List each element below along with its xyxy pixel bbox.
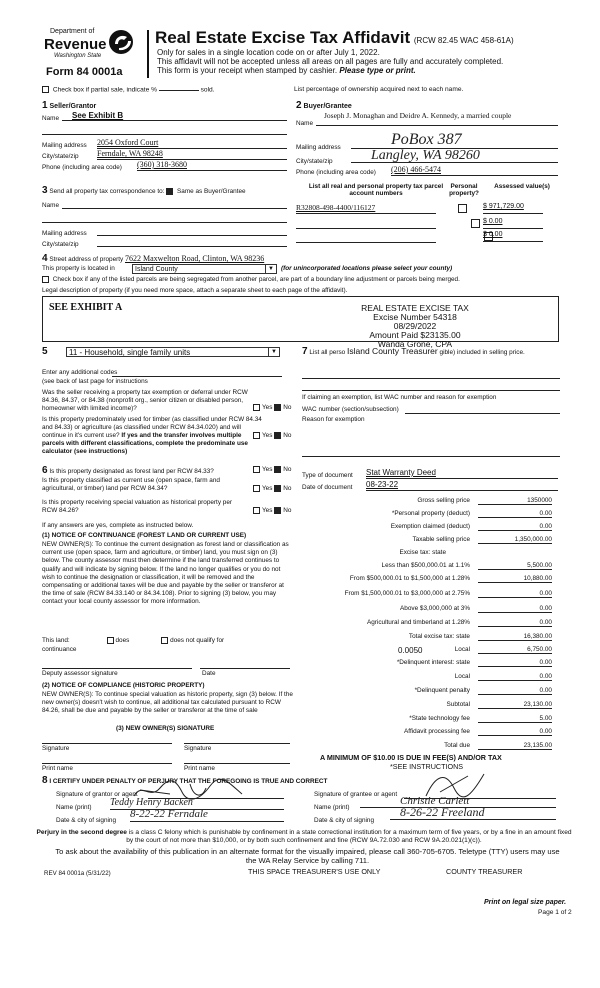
new-owner-print-field-2[interactable] xyxy=(184,755,290,764)
correspondence-num: 3 xyxy=(42,185,48,196)
historic-yes-checkbox[interactable] xyxy=(253,507,260,514)
calc-row xyxy=(312,536,556,546)
calc-label: From $500,000.01 to $1,500,000 at 1.28% xyxy=(349,575,470,582)
this-land-label: This land: xyxy=(42,637,70,645)
seller-mailing-label: Mailing address xyxy=(42,142,87,149)
agency-line3: Washington State xyxy=(54,53,102,59)
timber-question-text: Is this property predominately used for timber (as classified under RCW 84.34 and 84.33) or agriculture (as classified under RCW 84.34.020) and will continue in it's current use? xyxy=(42,416,262,439)
calc-value[interactable]: 23,130.00 xyxy=(478,701,552,709)
segregated-checkbox[interactable] xyxy=(42,276,49,283)
calc-label: Taxable selling price xyxy=(412,536,470,543)
seller-name-field-2[interactable] xyxy=(42,126,287,135)
seller-phone-value: (360) 318-3680 xyxy=(137,160,187,169)
historic-yes-no xyxy=(253,507,291,514)
partial-sale-percent-field[interactable] xyxy=(159,90,199,91)
buyer-city-label: City/state/zip xyxy=(296,158,333,165)
assessed-value: $ 971,729.00 xyxy=(483,203,524,210)
additional-codes-field[interactable] xyxy=(112,368,282,377)
header-note-2: This affidavit will not be accepted unless all areas on all pages are fully and accurately completed. xyxy=(157,57,504,66)
see-instructions: *SEE INSTRUCTIONS xyxy=(390,762,464,771)
calc-row xyxy=(312,619,556,629)
exemption-yes-checkbox[interactable] xyxy=(253,404,260,411)
parcel-number-field[interactable] xyxy=(296,233,436,243)
stamp-line-2: Excise Number 54318 xyxy=(373,312,457,322)
header-note-3-emph: Please type or print. xyxy=(339,66,416,75)
doc-type-field[interactable] xyxy=(366,468,558,479)
section7-label-b: gible) included in selling price. xyxy=(439,349,525,356)
historic-no-checkbox[interactable] xyxy=(274,507,281,514)
no-label: No xyxy=(283,485,292,493)
seller-section xyxy=(42,100,287,180)
buyer-phone-label: Phone (including area code) xyxy=(296,169,376,176)
calc-label: Above $3,000,000 at 3% xyxy=(400,605,470,612)
exemption-yes-no xyxy=(253,404,291,411)
calc-value[interactable]: 23,135.00 xyxy=(478,742,552,750)
calc-row xyxy=(312,510,556,520)
timber-no-checkbox[interactable] xyxy=(274,432,281,439)
treasurer-stamp xyxy=(330,304,500,349)
use-code-selected: 11 - Household, single family units xyxy=(69,348,191,357)
agency-line1: Department of xyxy=(50,28,95,35)
calc-row xyxy=(312,701,556,711)
form-rcw: (RCW 82.45 WAC 458-61A) xyxy=(413,36,514,45)
yes-label: Yes xyxy=(262,485,273,493)
exemption-no-checkbox[interactable] xyxy=(274,404,281,411)
section7-num: 7 xyxy=(302,346,308,357)
property-located-label: This property is located in xyxy=(42,265,115,272)
timber-question xyxy=(42,416,262,456)
current-use-yes-no xyxy=(253,485,291,492)
calc-label: Local xyxy=(454,673,470,680)
buyer-mailing-value: PoBox 387 xyxy=(391,131,462,148)
buyer-phone-field[interactable] xyxy=(391,165,558,176)
calc-value[interactable]: 0.00 xyxy=(478,605,552,613)
parcel-table xyxy=(296,183,558,251)
buyer-name-label: Name xyxy=(296,120,314,127)
calc-label: Total due xyxy=(444,742,470,749)
page-number: Page 1 of 2 xyxy=(538,909,572,916)
header-divider xyxy=(147,30,149,78)
buyer-heading xyxy=(296,100,352,111)
calc-value[interactable]: 6,750.00 xyxy=(478,646,552,654)
buyer-heading-text: Buyer/Grantee xyxy=(303,103,352,110)
correspondence-heading xyxy=(42,185,246,196)
doc-type-value: Stat Warranty Deed xyxy=(366,468,436,477)
grantor-date-label: Date & city of signing xyxy=(56,817,117,824)
calc-value[interactable]: 5.00 xyxy=(478,715,552,723)
use-code-select[interactable] xyxy=(66,347,280,357)
forest-yes-checkbox[interactable] xyxy=(253,466,260,473)
deputy-signature-field[interactable] xyxy=(42,660,192,669)
correspondence-name-field-2[interactable] xyxy=(42,213,287,223)
buyer-mailing-field[interactable] xyxy=(351,133,558,149)
calc-value[interactable]: 1350000 xyxy=(478,497,552,505)
deputy-signature-label: Deputy assessor signature xyxy=(42,670,118,677)
form-number: Form 84 0001a xyxy=(46,66,123,78)
assessed-value-field[interactable] xyxy=(483,218,543,229)
calc-value[interactable]: 0.00 xyxy=(478,510,552,518)
personal-property-list-field[interactable] xyxy=(302,370,560,379)
agency-name: Revenue xyxy=(44,36,107,53)
calc-label: Gross selling price xyxy=(417,497,470,504)
grantor-date-field[interactable] xyxy=(130,809,284,822)
wac-label: WAC number (section/subsection) xyxy=(302,406,399,413)
does-not-qualify-checkbox[interactable] xyxy=(161,637,168,644)
no-label: No xyxy=(283,404,292,412)
additional-codes-label: Enter any additional codes xyxy=(42,369,118,376)
signature-label: Signature xyxy=(42,745,70,752)
doc-type-label: Type of document xyxy=(302,472,353,479)
deputy-date-field[interactable] xyxy=(200,660,290,669)
dropdown-arrow-icon[interactable]: ▼ xyxy=(265,265,276,273)
grantor-date-value: 8-22-22 Ferndale xyxy=(130,808,208,820)
header-note-3: This form is your receipt when stamped by cashier. xyxy=(157,66,338,75)
if-yes-note: If any answers are yes, complete as instructed below. xyxy=(42,522,194,529)
seller-heading-num: 1 xyxy=(42,100,48,111)
seller-phone-field[interactable] xyxy=(137,160,287,171)
personal-property-checkbox[interactable] xyxy=(471,219,480,228)
grantor-name-value: Teddy Henry Backen xyxy=(110,797,193,808)
exemption-question: Was the seller receiving a property tax exemption or deferral under RCW 84.36, 84.37, or 84.38 (nonprofit org., senior citizen or disabled person, homeowner with limited income)? xyxy=(42,389,248,412)
legal-paper-note: Print on legal size paper. xyxy=(484,899,567,906)
calc-row xyxy=(312,646,556,656)
calc-label: Subtotal xyxy=(446,701,470,708)
doc-date-field[interactable] xyxy=(366,480,558,491)
parcel-col-header-2: Personal property? xyxy=(449,183,479,197)
doc-date-value: 08-23-22 xyxy=(366,480,399,489)
section5-num: 5 xyxy=(42,346,48,357)
calc-label: From $1,500,000.01 to $3,000,000 at 2.75% xyxy=(344,590,470,597)
calc-value[interactable]: 0.00 xyxy=(478,659,552,667)
grantee-date-value: 8-26-22 Freeland xyxy=(400,805,485,819)
segregated-note: Check box if any of the listed parcels are being segregated from another parcel, are part of a boundary line adjustment or parcels being merged. xyxy=(52,276,460,284)
calc-value[interactable]: 16,380.00 xyxy=(478,633,552,641)
parcel-col-header-1: List all real and personal property tax parcel account numbers xyxy=(308,183,444,197)
accessibility-notice: To ask about the availability of this publication in an alternate format for the visually impaired, please call 360-705-6705. Teletype (TTY) users may use the WA Relay Service by calling 711. xyxy=(55,847,560,865)
parcel-number-field[interactable] xyxy=(296,219,436,229)
section6-num: 6 xyxy=(42,465,48,476)
correspondence-city-label: City/state/zip xyxy=(42,241,79,248)
buyer-name-value: Joseph J. Monaghan and Deidre A. Kennedy, a married couple xyxy=(324,111,512,120)
perjury-text: is a class C felony which is punishable by confinement in a state correctional institution for a maximum term of five years, or by a fine in an amount fixed by the court of not more than $10,000, or by both such confinement and fine (RCW 9A.72.030 and RCW 9A.20.021(1)(c)). xyxy=(126,829,572,844)
seller-mailing-value: 2054 Oxford Court xyxy=(97,138,159,147)
assessed-value: $ 0.00 xyxy=(483,218,503,225)
calc-row xyxy=(312,590,556,600)
buyer-heading-num: 2 xyxy=(296,100,302,111)
calc-value[interactable]: 0.00 xyxy=(478,619,552,627)
dor-logo xyxy=(40,28,138,80)
calc-row xyxy=(312,659,556,669)
doc-date-label: Date of document xyxy=(302,484,353,491)
calc-value[interactable]: 0.00 xyxy=(478,673,552,681)
assessed-value-field[interactable] xyxy=(483,231,543,242)
dor-logo-icon xyxy=(106,28,136,56)
continuance-label: continuance xyxy=(42,646,77,653)
does-not-label: does not qualify for xyxy=(170,637,225,645)
county-selected: Island County xyxy=(135,266,178,273)
seller-phone-label: Phone (including area code) xyxy=(42,164,122,171)
calc-row xyxy=(312,562,556,572)
stamp-line-6: Island County Treasurer xyxy=(347,346,438,356)
calc-row xyxy=(312,728,556,738)
grantee-name-value: Christie Carlett xyxy=(400,795,470,807)
correspondence-label: Send all property tax correspondence to: xyxy=(49,188,165,195)
forest-yes-no xyxy=(253,466,291,473)
calc-label: Local xyxy=(454,646,470,653)
yes-label: Yes xyxy=(262,432,273,440)
new-owner-print-field[interactable] xyxy=(42,755,172,764)
header-note-3-wrap xyxy=(157,66,416,75)
print-name-label: Print name xyxy=(42,765,73,772)
calc-label: Affidavit processing fee xyxy=(404,728,470,735)
calc-label: Excise tax: state xyxy=(399,549,446,556)
reason-field[interactable] xyxy=(302,448,560,457)
does-label: does xyxy=(115,637,130,645)
grantee-date-field[interactable] xyxy=(390,806,556,820)
correspondence-city-field[interactable] xyxy=(97,237,287,247)
seller-city-value: Ferndale, WA 98248 xyxy=(97,149,163,158)
grantor-sig-label: Signature of grantor or agent xyxy=(56,791,138,798)
signature-label: Signature xyxy=(184,745,212,752)
calc-label: *Delinquent interest: state xyxy=(396,659,470,666)
does-qualify-checkbox[interactable] xyxy=(107,637,114,644)
county-select[interactable] xyxy=(132,264,277,274)
form-title-block xyxy=(155,28,565,48)
certify-text: I CERTIFY UNDER PENALTY OF PERJURY THAT THE FOREGOING IS TRUE AND CORRECT xyxy=(49,778,328,785)
no-label: No xyxy=(283,466,292,474)
buyer-mailing-label: Mailing address xyxy=(296,144,341,151)
historic-question: Is this property receiving special valuation as historical property per RCW 84.26? xyxy=(42,499,233,514)
notice2-body: NEW OWNER(S): To continue special valuation as historic property, sign (3) below. If the new owner(s) doesn't wish to continue, all additional tax calculated pursuant to RCW 84.26, shall be due and payable by the seller or transferor at the time of sale xyxy=(42,691,293,715)
current-use-yes-checkbox[interactable] xyxy=(253,485,260,492)
reason-label: Reason for exemption xyxy=(302,416,365,423)
no-label: No xyxy=(283,432,292,440)
this-land-row xyxy=(42,637,224,644)
segregated-row xyxy=(42,276,460,283)
header-note-1: Only for sales in a single location code on or after July 1, 2022. xyxy=(157,48,380,57)
calc-value[interactable]: 0.00 xyxy=(478,728,552,736)
seller-name-value: See Exhibit B xyxy=(72,111,124,120)
buyer-phone-value: (206) 466-5474 xyxy=(391,165,441,174)
section8-num: 8 xyxy=(42,775,48,786)
new-owner-signature-title: (3) NEW OWNER(S) SIGNATURE xyxy=(116,725,215,732)
calc-label: Less than $500,000.01 at 1.1% xyxy=(381,562,470,569)
calc-label: Total excise tax: state xyxy=(408,633,470,640)
personal-property-list-field-2[interactable] xyxy=(302,382,560,391)
calc-value[interactable]: 5,500.00 xyxy=(478,562,552,570)
calc-row xyxy=(312,497,556,507)
buyer-city-value: Langley, WA 98260 xyxy=(371,148,480,163)
county-treasurer: COUNTY TREASURER xyxy=(446,867,523,876)
wac-field[interactable] xyxy=(405,405,560,414)
yes-label: Yes xyxy=(262,466,273,474)
seller-name-label: Name xyxy=(42,115,60,122)
buyer-name-field[interactable] xyxy=(316,116,558,126)
calc-row xyxy=(312,549,556,559)
legal-label: Legal description of property (if you need more space, attach a separate sheet to each page of the affidavit). xyxy=(42,287,348,294)
seller-heading xyxy=(42,100,96,111)
correspondence-mailing-label: Mailing address xyxy=(42,230,87,237)
partial-sale-label: Check box if partial sale, indicate % xyxy=(52,86,157,94)
timber-yes-checkbox[interactable] xyxy=(253,432,260,439)
calc-label: *Delinquent penalty xyxy=(414,687,470,694)
stamp-line-4: Amount Paid $23135.00 xyxy=(369,330,461,340)
calc-value[interactable]: 0.00 xyxy=(478,590,552,598)
property-num: 4 xyxy=(42,253,48,264)
dropdown-arrow-icon[interactable]: ▼ xyxy=(268,348,279,356)
partial-sale-row xyxy=(42,86,215,93)
seller-city-field[interactable] xyxy=(97,149,287,160)
current-use-no-checkbox[interactable] xyxy=(274,485,281,492)
parcel-number-value: R32808-498-4400/116127 xyxy=(296,203,376,212)
correspondence-mailing-field[interactable] xyxy=(97,226,287,236)
parcel-number-field[interactable] xyxy=(296,203,436,214)
print-name-label: Print name xyxy=(184,765,215,772)
calc-row xyxy=(312,523,556,533)
seller-name-field[interactable] xyxy=(62,111,287,121)
section7-heading xyxy=(302,346,560,357)
yes-label: Yes xyxy=(262,507,273,515)
calc-value[interactable]: 10,880.00 xyxy=(478,575,552,583)
calc-label: *State technology fee xyxy=(409,715,470,722)
calc-value[interactable]: 0.00 xyxy=(478,523,552,531)
exemption-claim-label: If claiming an exemption, list WAC number and reason for exemption xyxy=(302,394,497,401)
timber-question-bold: If yes and the transfer involves multiple parcels with different classifications, complete the predominate use calculator (see instructions) xyxy=(42,432,248,455)
section7-label-a: List all perso xyxy=(309,349,346,356)
yes-label: Yes xyxy=(262,404,273,412)
current-use-question: Is this property classified as current use (open space, farm and agricultural, or timber) land per RCW 84.34? xyxy=(42,477,220,492)
calc-row xyxy=(312,742,556,752)
buyer-city-field[interactable] xyxy=(351,149,558,163)
correspondence-name-label: Name xyxy=(42,202,60,209)
notice1-body: NEW OWNER(S): To continue the current designation as forest land or classification as current use (open space, farm and agriculture, or timber) land, you must sign on (3) below. The county assessor must then determine if the land transferred continues to qualify and will indicate by signing below. If the land no longer qualifies or you do not wish to continue the designation or classification, it will be removed and the compensating or additional taxes will be due and payable by the seller or transferor at the time of sale (RCW 84.33.140 or 84.34.108). Prior to signing (3) below, you may contact your local county assessor for more information. xyxy=(42,541,289,606)
grantee-sig-label: Signature of grantee or agent xyxy=(314,791,398,798)
treasurer-only: THIS SPACE TREASURER'S USE ONLY xyxy=(248,867,381,876)
property-street-row xyxy=(42,253,264,264)
seller-heading-text: Seller/Grantor xyxy=(49,103,97,110)
seller-mailing-field[interactable] xyxy=(97,138,287,149)
forest-question xyxy=(42,465,214,476)
notice1-title: (1) NOTICE OF CONTINUANCE (FOREST LAND OR CURRENT USE) xyxy=(42,532,247,539)
no-label: No xyxy=(283,507,292,515)
property-located-note: (for unincorporated locations please select your county) xyxy=(281,265,453,272)
stamp-line-3: 08/29/2022 xyxy=(393,321,437,331)
calc-row xyxy=(312,605,556,615)
forest-question-text: Is this property designated as forest land per RCW 84.33? xyxy=(49,468,214,475)
calc-row xyxy=(312,633,556,643)
personal-property-checkbox[interactable] xyxy=(458,204,467,213)
calc-value[interactable]: 0.00 xyxy=(478,687,552,695)
forest-no-checkbox[interactable] xyxy=(274,466,281,473)
same-as-buyer-label: Same as Buyer/Grantee xyxy=(177,188,246,195)
buyer-section xyxy=(296,100,558,180)
deputy-date-label: Date xyxy=(202,670,216,677)
revision-label: REV 84 0001a (5/31/22) xyxy=(44,870,111,877)
calc-row xyxy=(312,715,556,725)
calc-row xyxy=(312,687,556,697)
calc-label: *Personal property (deduct) xyxy=(391,510,470,517)
see-back-note: (see back of last page for instructions xyxy=(42,378,148,385)
seller-city-label: City/state/zip xyxy=(42,153,79,160)
new-owner-signature-field-2[interactable] xyxy=(184,735,290,744)
ownership-note: List percentage of ownership acquired next to each name. xyxy=(294,86,464,93)
same-as-buyer-checkbox[interactable] xyxy=(166,188,173,195)
calc-row xyxy=(312,575,556,585)
calc-row xyxy=(312,673,556,683)
assessed-value-field[interactable] xyxy=(483,203,543,214)
perjury-notice xyxy=(34,829,574,845)
form-title: Real Estate Excise Tax Affidavit xyxy=(155,28,411,47)
timber-yes-no xyxy=(253,432,291,439)
grantee-name-label: Name (print) xyxy=(314,804,350,811)
grantee-date-label: Date & city of signing xyxy=(314,817,375,824)
stamp-line-5: Wanda Grone, CPA xyxy=(377,339,453,349)
perjury-bold: Perjury in the second degree xyxy=(36,829,127,836)
local-rate[interactable]: 0.0050 xyxy=(398,646,423,655)
partial-sale-checkbox[interactable] xyxy=(42,86,49,93)
calc-value[interactable]: 1,350,000.00 xyxy=(478,536,552,544)
partial-sale-end: sold. xyxy=(200,86,215,94)
notice2-title: (2) NOTICE OF COMPLIANCE (HISTORIC PROPERTY) xyxy=(42,682,205,689)
new-owner-signature-field[interactable] xyxy=(42,735,172,744)
assessed-value: $ 0.00 xyxy=(483,231,503,238)
minimum-note: A MINIMUM OF $10.00 IS DUE IN FEE(S) AND/OR TAX xyxy=(320,753,502,762)
legal-value: SEE EXHIBIT A xyxy=(49,302,123,313)
property-street-label: Street address of property xyxy=(49,256,124,263)
correspondence-name-field[interactable] xyxy=(62,199,287,209)
parcel-col-header-3: Assessed value(s) xyxy=(494,183,550,190)
calc-label: Agricultural and timberland at 1.28% xyxy=(366,619,470,626)
correspondence-section xyxy=(42,185,287,250)
stamp-line-1: REAL ESTATE EXCISE TAX xyxy=(361,303,469,313)
property-street-value[interactable]: 7622 Maxwelton Road, Clinton, WA 98236 xyxy=(125,254,265,263)
calc-label: Exemption claimed (deduct) xyxy=(390,523,470,530)
grantor-name-label: Name (print) xyxy=(56,804,92,811)
